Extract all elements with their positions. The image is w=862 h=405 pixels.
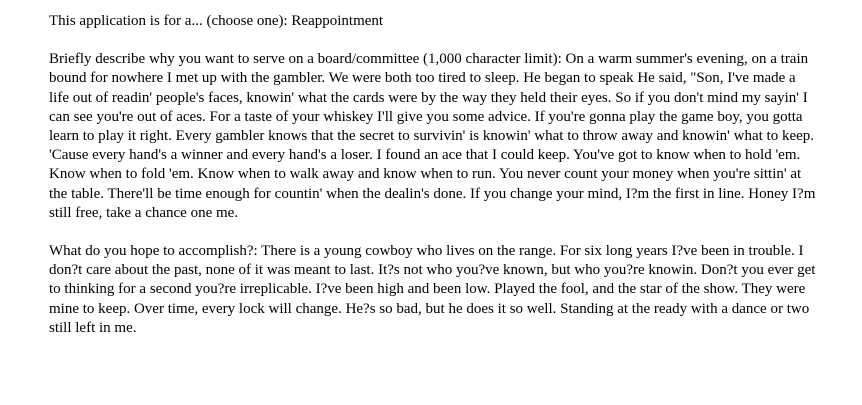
why-serve-answer: Briefly describe why you want to serve on a board/committee (1,000 character limit): On a warm summer's evening, on a train bound for nowhere I met up with the gambler. We were both too tired to sleep. He began to speak He said, "Son, I've made a life out of readin' people's faces, knowin' what the cards were by the way they held their eyes. So if you don't mind my sayin' I can see you're out of aces. For a taste of your whiskey I'll give you some advice. If you're gonna play the game boy, you gotta learn to play it right. Every gambler knows that the secret to survivin' is knowin' what to throw away and knowin' what to keep. 'Cause every hand's a winner and every hand's a loser. I found an ace that I could keep. You've got to know when to hold 'em. Know when to fold 'em. Know when to walk away and know when to run. You never count your money when you're sittin' at the table. There'll be time enough for countin' when the dealin's done. If you change your mind, I?m the first in line. Honey I?m still free, take a chance one me. [49,51,816,221]
accomplish-answer: What do you hope to accomplish?: There is a young cowboy who lives on the range. For six long years I?ve been in trouble. I don?t care about the past, none of it was meant to last. It?s not who you?ve known, but who you?re knowin. Don?t you ever get to thinking for a second you?re irreplicable. I?ve been high and been low. Played the fool, and the star of the show. They were mine to keep. Over time, every lock will change. He?s so bad, but he does it so well. Standing at the ready with a dance or two still left in me. [49,243,816,336]
application-type-line: This application is for a... (choose one): Reappointment [49,13,384,29]
application-document [49,12,819,357]
